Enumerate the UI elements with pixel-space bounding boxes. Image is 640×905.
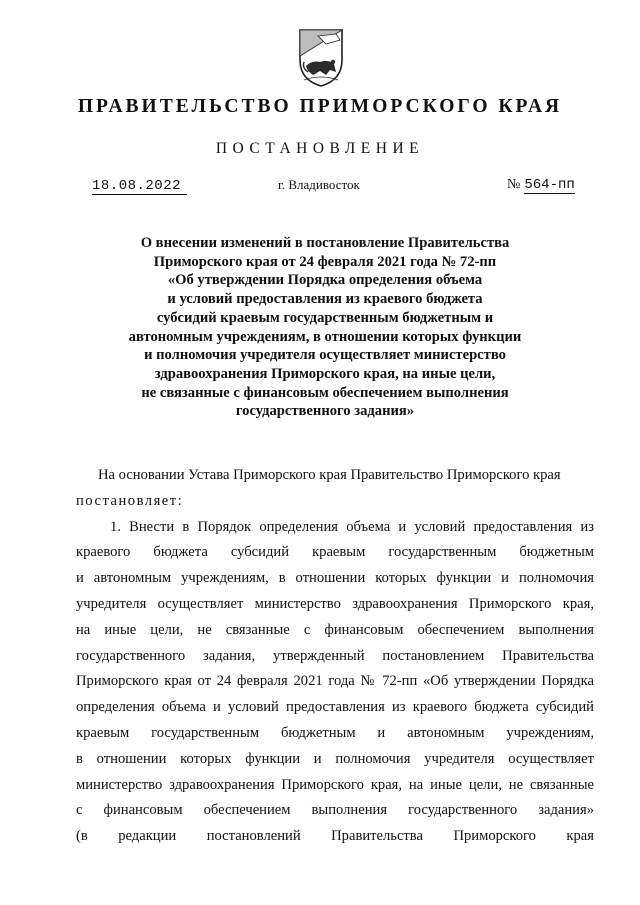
title-line: государственного задания» [235, 403, 415, 420]
title-line: здравоохранения Приморского края, на иные цели, [154, 365, 496, 382]
title-line: и условий предоставления из краевого бюджета [167, 291, 483, 308]
document-city: г. Владивосток [278, 177, 360, 192]
document-date: 18.08.2022 [92, 178, 187, 195]
body-line: министерство здравоохранения Приморского края, на иные цели, не связанные [76, 776, 594, 793]
title-line: О внесении изменений в постановление Правительства [140, 235, 510, 251]
body-line: с финансовым обеспечением выполнения государственного задания» [76, 802, 594, 819]
body-line: определения объема и условий предоставления из краевого бюджета субсидий [76, 699, 594, 716]
body-line: краевого бюджета субсидий краевым государственным бюджетным [76, 544, 594, 561]
document-number [507, 177, 575, 193]
body-line: На основании Устава Приморского края Правительство Приморского края [98, 467, 561, 483]
document-type: ПОСТАНОВЛЕНИЕ [215, 140, 425, 157]
document-body [76, 463, 594, 850]
number-sign: № [507, 177, 521, 192]
authority-name: ПРАВИТЕЛЬСТВО ПРИМОРСКОГО КРАЯ [77, 96, 563, 117]
title-line: Приморского края от 24 февраля 2021 года № 72-пп [153, 253, 497, 270]
title-line: «Об утверждении Порядка определения объема [167, 272, 483, 289]
body-line: (в редакции постановлений Правительства Приморского края [76, 828, 594, 845]
coat-of-arms-icon [296, 26, 346, 88]
body-line: 1. Внести в Порядок определения объема и условий предоставления из [110, 518, 594, 535]
body-line: Приморского края от 24 февраля 2021 года № 72-пп «Об утверждении Порядка [76, 673, 594, 690]
title-line: автономным учреждениям, в отношении которых функции [128, 328, 522, 345]
number-value: 564-пп [524, 177, 575, 193]
body-line: государственного задания, утвержденный постановлением Правительства [76, 647, 594, 664]
body-line: постановляет: [76, 492, 184, 509]
title-line: и полномочия учредителя осуществляет министерство [144, 347, 506, 364]
body-line: и автономным учреждениям, в отношении которых функции и полномочия [76, 570, 594, 587]
body-line: в отношении которых функции и полномочия учредителя осуществляет [76, 750, 594, 767]
body-line: учредителя осуществляет министерство здравоохранения Приморского края, [76, 595, 594, 612]
document-title [80, 234, 570, 421]
body-line: краевым государственным бюджетным и автономным учреждениям, [76, 724, 594, 741]
title-line: субсидий краевым государственным бюджетным и [156, 309, 494, 326]
title-line: не связанные с финансовым обеспечением выполнения [141, 384, 509, 401]
body-line: на иные цели, не связанные с финансовым обеспечением выполнения [76, 621, 594, 638]
